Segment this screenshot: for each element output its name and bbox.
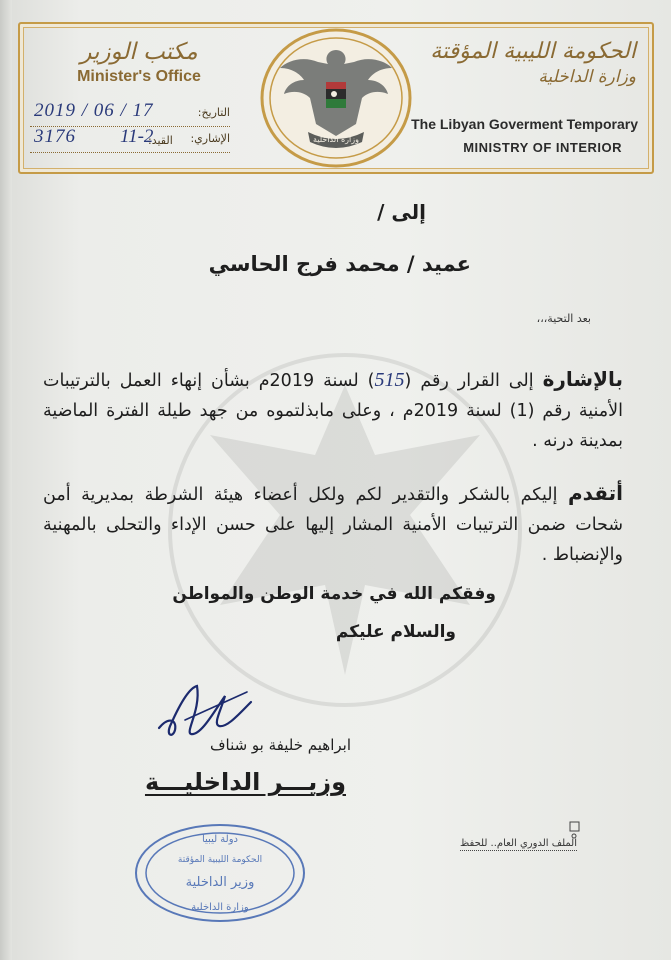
stamp-line: الحكومة الليبية المؤقتة	[177, 855, 263, 865]
decision-number: 515	[374, 369, 405, 391]
date-value: 2019 / 06 / 17	[34, 100, 154, 121]
emblem-caption: وزارة الداخلية	[313, 135, 359, 144]
copies-distribution: الملف الدوري العام.. للحفظ	[460, 838, 577, 849]
paper-edge-shadow	[0, 0, 12, 960]
greeting: بعد التحية،،،	[536, 312, 591, 325]
copy-marker-icon	[568, 820, 582, 840]
libya-eagle-emblem-icon	[258, 28, 414, 168]
government-block	[404, 38, 636, 88]
minister-office-block	[34, 38, 244, 86]
addressee-prefix: إلى /	[377, 200, 426, 224]
paragraph-text: إلى القرار رقم (	[404, 371, 534, 391]
reference-value: 3176	[34, 126, 76, 147]
signer-title: وزيـــر الداخليـــة	[144, 768, 346, 796]
signer-name: ابراهيم خليفة بو شناف	[209, 736, 351, 754]
record-value: 11-2	[120, 126, 154, 147]
ministry-stamp	[132, 820, 308, 926]
paragraph-thanks	[43, 478, 623, 570]
stamp-line: وزير الداخلية	[185, 875, 255, 890]
government-name-en: The Libyan Goverment Temporary	[411, 116, 638, 132]
paragraph-lead: بالإشارة	[542, 367, 623, 391]
handwritten-signature	[155, 680, 255, 740]
record-label: القيد:	[148, 134, 173, 147]
paragraph-text: ) لسنة 2019م بشأن إنهاء العمل بالترتيبات الأمنية رقم (1) لسنة 2019م ، وعلى مابذلتموه من جهد طيلة الفترة الماضية بمدينة درنه .	[43, 371, 624, 451]
paragraph-text: إليكم بالشكر والتقدير لكم ولكل أعضاء هيئة الشرطة بمديرية أمن شحات ضمن الترتيبات الأمنية المشار إليها على حسن الإداء والتحلى بالمهنية والإنضباط .	[43, 485, 623, 565]
reference-label: الإشاري:	[190, 132, 230, 145]
closing-salutation: والسلام عليكم	[335, 622, 456, 642]
date-label: التاريخ:	[197, 106, 230, 119]
stamp-line: وزارة الداخلية	[191, 902, 249, 913]
closing-blessing: وفقكم الله في خدمة الوطن والمواطن	[172, 584, 496, 604]
paragraph-reference	[43, 364, 623, 456]
ministry-name-ar: وزارة الداخلية	[538, 67, 636, 87]
ministry-name-en: MINISTRY OF INTERIOR	[463, 140, 622, 155]
paragraph-lead: أتقدم	[568, 481, 623, 505]
office-title-ar: مكتب الوزير	[80, 39, 198, 65]
recipient-name: عميد / محمد فرج الحاسي	[208, 252, 471, 276]
reference-row	[30, 126, 230, 153]
stamp-line: دولة ليبيا	[201, 834, 239, 845]
letterhead	[18, 22, 654, 174]
office-title-en: Minister's Office	[77, 68, 201, 85]
government-name-ar: الحكومة الليبية المؤقتة	[430, 39, 636, 64]
date-row	[30, 100, 230, 127]
